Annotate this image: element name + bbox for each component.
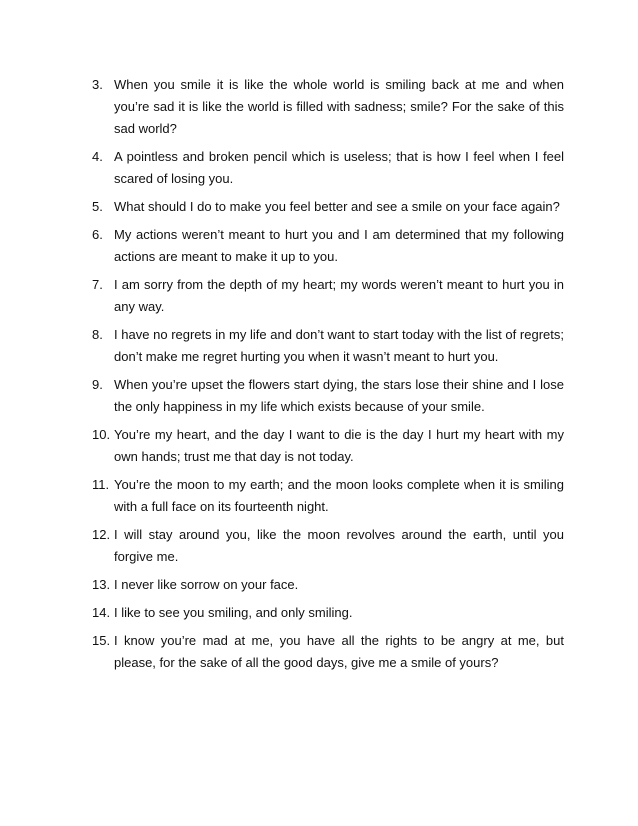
list-item [92,146,564,190]
list-item [92,574,564,596]
list-item-text: I am sorry from the depth of my heart; my words weren’t meant to hurt you in any way. [114,277,564,314]
list-item [92,602,564,624]
list-item [92,274,564,318]
list-item-text: A pointless and broken pencil which is useless; that is how I feel when I feel scared of losing you. [114,149,564,186]
list-item-number: 7. [92,277,103,292]
list-item-text: I never like sorrow on your face. [114,577,299,592]
list-item-number: 9. [92,377,103,392]
list-item-number: 10. [92,427,111,442]
list-item [92,424,564,468]
list-item-number: 15. [92,633,111,648]
list-item-text: My actions weren’t meant to hurt you and I am determined that my following actions are meant to make it up to you. [114,227,564,264]
list-item-text: I like to see you smiling, and only smiling. [114,605,353,620]
list-item-text: You’re my heart, and the day I want to die is the day I hurt my heart with my own hands; trust me that day is not today. [114,427,564,464]
numbered-list [92,74,564,680]
list-item [92,474,564,518]
list-item-text: When you smile it is like the whole world is smiling back at me and when you’re sad it is like the world is filled with sadness; smile? For the sake of this sad world? [114,77,564,136]
list-item-text: You’re the moon to my earth; and the moon looks complete when it is smiling with a full face on its fourteenth night. [114,477,564,514]
list-item [92,224,564,268]
list-item-number: 14. [92,605,111,620]
list-item-text: I have no regrets in my life and don’t want to start today with the list of regrets; don’t make me regret hurting you when it wasn’t meant to hurt you. [114,327,564,364]
list-item-text: I will stay around you, like the moon revolves around the earth, until you forgive me. [114,527,564,564]
list-item-number: 3. [92,77,103,92]
list-item [92,630,564,674]
list-item [92,196,564,218]
list-item-text: When you’re upset the flowers start dying, the stars lose their shine and I lose the only happiness in my life which exists because of your smile. [114,377,564,414]
list-item [92,74,564,140]
list-item-number: 6. [92,227,103,242]
list-item-number: 11. [92,477,110,492]
list-item [92,374,564,418]
list-item-number: 4. [92,149,103,164]
list-item-text: I know you’re mad at me, you have all the rights to be angry at me, but please, for the sake of all the good days, give me a smile of yours? [114,633,564,670]
list-item-number: 13. [92,577,111,592]
list-item-text: What should I do to make you feel better and see a smile on your face again? [114,199,560,214]
list-item-number: 5. [92,199,103,214]
list-item-number: 12. [92,527,111,542]
list-item [92,324,564,368]
list-item-number: 8. [92,327,103,342]
list-item [92,524,564,568]
